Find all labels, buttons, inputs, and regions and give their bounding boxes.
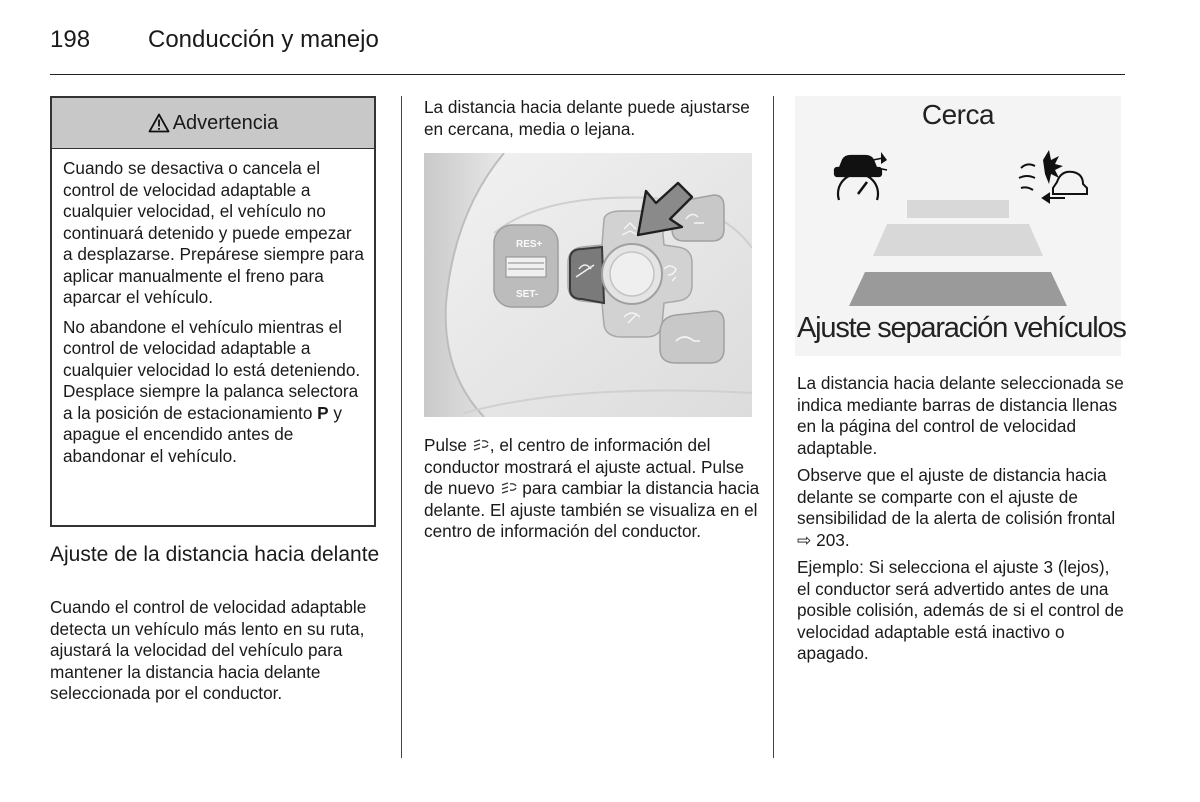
intro-paragraph: La distancia hacia delante puede ajustarse en cercana, media o lejana. [424, 97, 750, 139]
column2-intro [424, 97, 756, 146]
section-heading: Ajuste de la distancia hacia delante [50, 543, 380, 566]
warning-triangle-icon [148, 113, 170, 133]
page-number: 198 [50, 26, 91, 53]
following-distance-icon [500, 481, 518, 495]
following-distance-icon [472, 438, 490, 452]
driver-info-display [795, 96, 1126, 356]
warning-text: No abandone el vehículo mientras el control de velocidad adaptable a cualquier velocidad lo está deteniendo. Desplace siempre la palanca selectora a la posición de estacionamiento [63, 316, 361, 423]
display-caption: Ajuste separación vehículos [797, 312, 1126, 344]
distance-bar-near [849, 272, 1067, 306]
steering-wheel-drawing [424, 153, 752, 417]
distance-bar-far [907, 200, 1009, 218]
column3-text [797, 373, 1127, 671]
column-divider-1 [401, 96, 402, 758]
collision-alert-icon [1019, 150, 1087, 202]
section-paragraph: Cuando el control de velocidad adaptable detecta un vehículo más lento en su ruta, ajustará la velocidad del vehículo para mantener la distancia hacia delante seleccionada por el conductor. [50, 597, 367, 703]
column3-paragraph-2: Observe que el ajuste de distancia hacia delante se comparte con el ajuste de sensibilidad de la alerta de colisión frontal ⇨ 203. [797, 465, 1116, 550]
column2-text-part: Pulse [424, 435, 472, 455]
warning-header [52, 98, 374, 149]
column-divider-2 [773, 96, 774, 758]
side-button-bottom [660, 311, 724, 363]
column2-paragraph [424, 435, 760, 543]
warning-paragraph-1: Cuando se desactiva o cancela el control de velocidad adaptable a cualquier velocidad, el vehículo no continuará detenido y puede empezar a desplazarse. Prepárese siempre para aplicar manualmente el freno para aparcar el vehículo. [63, 158, 364, 307]
warning-box [50, 96, 376, 527]
steering-wheel-controls-illustration [424, 153, 752, 417]
display-title: Cerca [921, 99, 995, 130]
column2-text-part: para cambiar la distancia hacia delante. El ajuste también se visualiza en el centro de información del conductor. [424, 478, 760, 541]
distance-bar-medium [873, 224, 1043, 256]
adaptive-cruise-icon [835, 152, 887, 200]
res-label: RES+ [516, 239, 543, 250]
park-position-label: P [317, 402, 329, 423]
header-rule [50, 74, 1125, 75]
column3-paragraph-1: La distancia hacia delante seleccionada se indica mediante barras de distancia llenas en la página del control de velocidad adaptable. [797, 373, 1124, 458]
warning-body [52, 149, 374, 467]
warning-paragraph-2 [63, 317, 364, 468]
warning-title: Advertencia [172, 111, 279, 134]
set-label: SET- [516, 289, 539, 300]
column3-paragraph-3: Ejemplo: Si selecciona el ajuste 3 (lejos), el conductor será advertido antes de una posible colisión, además de si el control de velocidad adaptable está inactivo o apagado. [797, 557, 1124, 663]
column2-text [424, 435, 760, 549]
section-text [50, 597, 382, 711]
warning-text: y apague el encendido antes de abandonar el vehículo. [63, 402, 342, 466]
page-title: Conducción y manejo [148, 26, 379, 53]
column2-text-part: , el centro de información del conductor mostrará el ajuste actual. Pulse de nuevo [424, 435, 745, 498]
